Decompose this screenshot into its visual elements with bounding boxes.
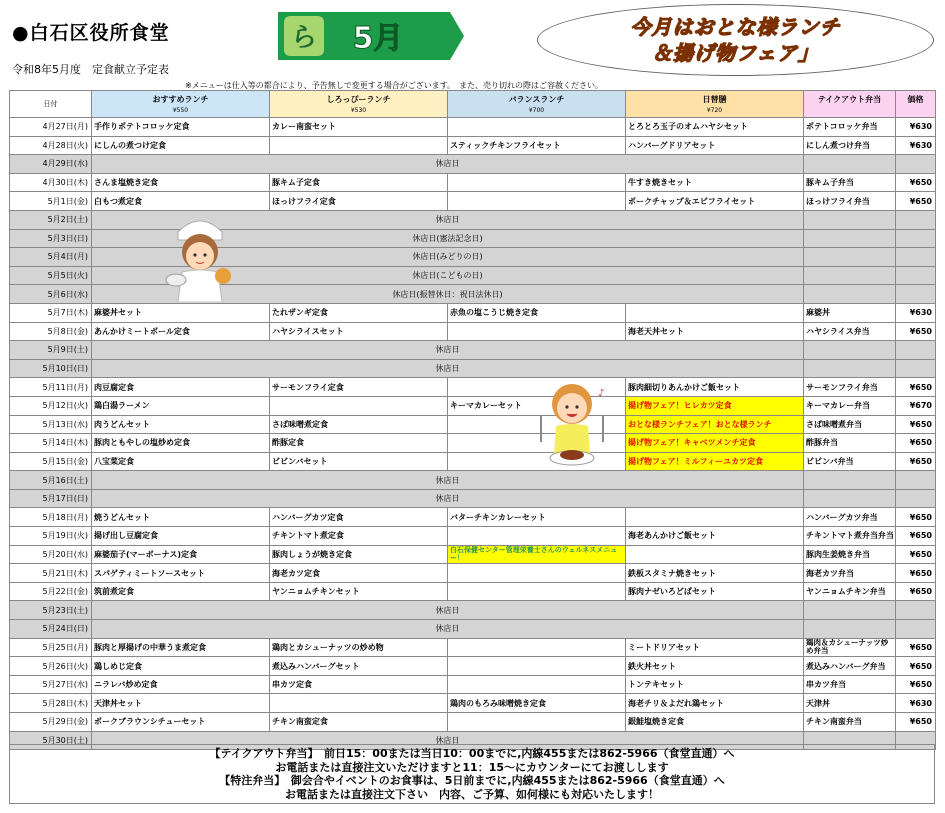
closed-day-cell: 休店日(みどりの日) [92, 248, 804, 267]
column-header [270, 91, 448, 118]
menu-cell: チキントマト煮定食 [270, 527, 448, 546]
row-date: 5月11日(月) [10, 378, 92, 397]
menu-cell: 揚げ物フェア！ミルフィーユカツ定食 [626, 452, 804, 471]
menu-cell: ビビンバセット [270, 452, 448, 471]
menu-cell: 肉うどんセット [92, 415, 270, 434]
menu-cell: にしん煮つけ弁当 [804, 136, 896, 155]
table-row [10, 210, 936, 229]
menu-cell: 豚キム子定食 [270, 173, 448, 192]
row-date: 5月27日(水) [10, 675, 92, 694]
empty-cell [896, 489, 936, 508]
fair-banner [537, 4, 934, 76]
table-row [10, 694, 936, 713]
empty-cell [896, 155, 936, 174]
price-cell: ¥650 [896, 713, 936, 732]
menu-cell: 串カツ定食 [270, 675, 448, 694]
empty-cell [896, 359, 936, 378]
empty-cell [804, 359, 896, 378]
row-date: 5月24日(日) [10, 620, 92, 639]
menu-cell: 鶏肉＆カシューナッツ炒め弁当 [804, 638, 896, 657]
menu-cell: 鶏しめじ定食 [92, 657, 270, 676]
empty-cell [896, 620, 936, 639]
menu-cell: 煮込みハンバーグ弁当 [804, 657, 896, 676]
row-date: 5月25日(月) [10, 638, 92, 657]
price-cell: ¥650 [896, 452, 936, 471]
menu-cell: あんかけミートボール定食 [92, 322, 270, 341]
menu-cell: とろとろ玉子のオムハヤシセット [626, 118, 804, 137]
row-date: 5月9日(土) [10, 341, 92, 360]
empty-cell [804, 285, 896, 304]
row-date: 5月20日(水) [10, 545, 92, 564]
row-date: 5月26日(火) [10, 657, 92, 676]
menu-cell: ヤンニョムチキンセット [270, 582, 448, 601]
menu-cell: チキントマト煮弁当弁当 [804, 527, 896, 546]
column-header [804, 91, 896, 118]
menu-cell: 揚げ物フェア！ヒレカツ定食 [626, 396, 804, 415]
menu-cell: 揚げ出し豆腐定食 [92, 527, 270, 546]
row-date: 4月29日(水) [10, 155, 92, 174]
page-title: ●白石区役所食堂 [12, 22, 170, 44]
menu-cell: 天津丼セット [92, 694, 270, 713]
table-row [10, 675, 936, 694]
column-header-label: テイクアウト弁当 [817, 95, 882, 104]
column-header [896, 91, 936, 118]
table-row [10, 452, 936, 471]
price-cell: ¥650 [896, 564, 936, 583]
menu-cell: たれザンギ定食 [270, 303, 448, 322]
menu-cell: 煮込みハンバーグセット [270, 657, 448, 676]
menu-cell: 鶏肉のもろみ味噌焼き定食 [448, 694, 626, 713]
table-row [10, 359, 936, 378]
row-date: 5月7日(木) [10, 303, 92, 322]
menu-cell: さんま塩焼き定食 [92, 173, 270, 192]
row-date: 5月3日(日) [10, 229, 92, 248]
row-date: 5月10日(日) [10, 359, 92, 378]
row-date: 5月14日(木) [10, 434, 92, 453]
menu-cell: 豚肉と厚揚げの中華うま煮定食 [92, 638, 270, 657]
menu-cell: にしんの煮つけ定食 [92, 136, 270, 155]
menu-table [9, 90, 936, 750]
menu-cell: 豚肉細切りあんかけご飯セット [626, 378, 804, 397]
row-date: 5月18日(月) [10, 508, 92, 527]
menu-cell: さば味噌煮弁当 [804, 415, 896, 434]
menu-cell: ポテトコロッケ弁当 [804, 118, 896, 137]
empty-cell [896, 229, 936, 248]
table-row [10, 173, 936, 192]
table-row [10, 489, 936, 508]
closed-day-cell: 休店日 [92, 155, 804, 174]
price-cell: ¥650 [896, 192, 936, 211]
menu-cell [626, 303, 804, 322]
menu-cell [448, 582, 626, 601]
row-date: 5月30日(土) [10, 731, 92, 750]
row-date: 5月29日(金) [10, 713, 92, 732]
menu-cell: 豚キム子弁当 [804, 173, 896, 192]
order-info-footer [9, 744, 935, 804]
menu-cell [448, 192, 626, 211]
row-date: 4月30日(木) [10, 173, 92, 192]
closed-day-cell: 休店日 [92, 601, 804, 620]
menu-cell: 海老あんかけご飯セット [626, 527, 804, 546]
chef-girl-illustration-icon [160, 210, 240, 302]
price-cell: ¥650 [896, 415, 936, 434]
table-row [10, 713, 936, 732]
menu-cell: ミートドリアセット [626, 638, 804, 657]
price-cell: ¥650 [896, 434, 936, 453]
footer-line-3: 【特注弁当】 御会合やイベントのお食事は、5日前までに,内線455または862-5966（食堂直通）へ [219, 774, 725, 787]
table-row [10, 620, 936, 639]
closed-day-cell: 休店日 [92, 731, 804, 750]
empty-cell [896, 601, 936, 620]
row-date: 5月16日(土) [10, 471, 92, 490]
menu-cell: 海老カツ弁当 [804, 564, 896, 583]
column-header-price: ¥700 [528, 107, 545, 114]
menu-cell [270, 694, 448, 713]
table-row [10, 434, 936, 453]
empty-cell [896, 285, 936, 304]
price-cell: ¥650 [896, 675, 936, 694]
row-date: 5月17日(日) [10, 489, 92, 508]
row-date: 5月21日(木) [10, 564, 92, 583]
table-row [10, 136, 936, 155]
price-cell: ¥630 [896, 118, 936, 137]
empty-cell [804, 266, 896, 285]
price-cell: ¥650 [896, 638, 936, 657]
menu-cell: おとな様ランチフェア！おとな様ランチ [626, 415, 804, 434]
menu-cell: 豚肉しょうが焼き定食 [270, 545, 448, 564]
menu-cell: ハンバーグカツ弁当 [804, 508, 896, 527]
menu-cell: スパゲティミートソースセット [92, 564, 270, 583]
closed-day-cell: 休店日 [92, 341, 804, 360]
column-header-label: 日付 [43, 100, 58, 108]
column-header-price: ¥550 [172, 107, 189, 114]
table-row [10, 582, 936, 601]
column-header-price: ¥720 [706, 107, 723, 114]
month-badge-icon [278, 10, 466, 62]
menu-cell: ヤンニョムチキン弁当 [804, 582, 896, 601]
price-cell: ¥650 [896, 508, 936, 527]
menu-cell [448, 657, 626, 676]
menu-cell: 豚肉ナゼいろどばセット [626, 582, 804, 601]
empty-cell [804, 155, 896, 174]
menu-cell: サーモンフライ定食 [270, 378, 448, 397]
menu-cell [448, 675, 626, 694]
closed-day-cell: 休店日 [92, 471, 804, 490]
table-row [10, 266, 936, 285]
menu-cell: カレー南蛮セット [270, 118, 448, 137]
column-header-label: 日替膳 [702, 95, 727, 104]
empty-cell [896, 248, 936, 267]
table-row [10, 229, 936, 248]
menu-cell: ポークブラウンシチューセット [92, 713, 270, 732]
fair-line-2: ＆揚げ物フェア」 [652, 41, 819, 65]
closed-day-cell: 休店日 [92, 210, 804, 229]
price-cell: ¥650 [896, 322, 936, 341]
column-header [10, 91, 92, 118]
menu-cell: 八宝菜定食 [92, 452, 270, 471]
menu-cell: 白もつ煮定食 [92, 192, 270, 211]
row-date: 5月15日(金) [10, 452, 92, 471]
menu-cell: ポークチャップ＆エビフライセット [626, 192, 804, 211]
price-cell: ¥650 [896, 657, 936, 676]
lunch-girl-illustration-icon [532, 378, 612, 470]
table-row [10, 378, 936, 397]
table-header [10, 91, 936, 118]
table-row [10, 285, 936, 304]
menu-cell: 手作りポテトコロッケ定食 [92, 118, 270, 137]
row-date: 5月28日(木) [10, 694, 92, 713]
empty-cell [896, 471, 936, 490]
table-row [10, 564, 936, 583]
menu-cell: 酢豚弁当 [804, 434, 896, 453]
menu-cell: 鶏肉とカシューナッツの炒め物 [270, 638, 448, 657]
row-date: 5月2日(土) [10, 210, 92, 229]
table-row [10, 657, 936, 676]
column-header [92, 91, 270, 118]
menu-cell: チキン南蛮定食 [270, 713, 448, 732]
price-cell: ¥630 [896, 136, 936, 155]
table-row [10, 396, 936, 415]
month-badge-label: 5月 [352, 21, 404, 56]
price-cell: ¥650 [896, 545, 936, 564]
row-date: 5月13日(水) [10, 415, 92, 434]
column-header-label: 価格 [907, 95, 924, 104]
row-date: 4月28日(火) [10, 136, 92, 155]
menu-cell: ハヤシライス弁当 [804, 322, 896, 341]
empty-cell [896, 341, 936, 360]
empty-cell [804, 229, 896, 248]
column-header [448, 91, 626, 118]
price-cell: ¥630 [896, 303, 936, 322]
row-date: 5月5日(火) [10, 266, 92, 285]
menu-cell: 酢豚定食 [270, 434, 448, 453]
table-row [10, 545, 936, 564]
menu-cell: サーモンフライ弁当 [804, 378, 896, 397]
menu-cell: 豚肉生姜焼き弁当 [804, 545, 896, 564]
closed-day-cell: 休店日 [92, 620, 804, 639]
menu-cell: チキン南蛮弁当 [804, 713, 896, 732]
row-date: 5月6日(水) [10, 285, 92, 304]
table-row [10, 341, 936, 360]
closed-day-cell: 休店日 [92, 489, 804, 508]
menu-cell: 麻婆丼 [804, 303, 896, 322]
menu-cell: 海老チリ＆よだれ鶏セット [626, 694, 804, 713]
menu-cell: さば味噌煮定食 [270, 415, 448, 434]
menu-cell [448, 322, 626, 341]
menu-cell: 赤魚の塩こうじ焼き定食 [448, 303, 626, 322]
closed-day-cell: 休店日 [92, 359, 804, 378]
menu-cell: 銀鮭塩焼き定食 [626, 713, 804, 732]
row-date: 5月1日(金) [10, 192, 92, 211]
table-row [10, 155, 936, 174]
column-header [626, 91, 804, 118]
menu-cell: 海老カツ定食 [270, 564, 448, 583]
table-row [10, 527, 936, 546]
menu-cell [448, 638, 626, 657]
footer-line-1: 【テイクアウト弁当】 前日15：00または当日10：00までに,内線455または862-5966（食堂直通）へ [209, 747, 735, 760]
menu-cell [448, 564, 626, 583]
menu-cell: ハンバーグカツ定食 [270, 508, 448, 527]
menu-cell: 海老天丼セット [626, 322, 804, 341]
menu-cell: 肉豆腐定食 [92, 378, 270, 397]
menu-cell: 豚肉ともやしの塩炒め定食 [92, 434, 270, 453]
menu-cell: ハンバーグドリアセット [626, 136, 804, 155]
table-row [10, 415, 936, 434]
price-cell: ¥630 [896, 694, 936, 713]
menu-cell: 串カツ弁当 [804, 675, 896, 694]
menu-cell [270, 136, 448, 155]
month-badge-glyph: ら [290, 23, 318, 53]
menu-cell: 天津丼 [804, 694, 896, 713]
table-row [10, 601, 936, 620]
menu-cell: 麻婆丼セット [92, 303, 270, 322]
menu-cell: トンテキセット [626, 675, 804, 694]
table-row [10, 192, 936, 211]
menu-cell: 麻婆茄子(マーボーナス)定食 [92, 545, 270, 564]
closed-day-cell: 休店日(憲法記念日) [92, 229, 804, 248]
menu-cell: 筑前煮定食 [92, 582, 270, 601]
footer-line-4: お電話または直接注文下さい 内容、ご予算、如何様にも対応いたします！ [285, 787, 659, 801]
menu-cell [448, 527, 626, 546]
row-date: 4月27日(月) [10, 118, 92, 137]
menu-cell [270, 396, 448, 415]
price-cell: ¥650 [896, 173, 936, 192]
empty-cell [804, 620, 896, 639]
menu-cell: 牛すき焼きセット [626, 173, 804, 192]
row-date: 5月12日(火) [10, 396, 92, 415]
row-date: 5月22日(金) [10, 582, 92, 601]
price-cell: ¥650 [896, 582, 936, 601]
empty-cell [804, 341, 896, 360]
row-date: 5月19日(火) [10, 527, 92, 546]
menu-note: ※メニューは仕入等の都合により、予告無しで変更する場合がございます。 また、売り切れの際はご容赦ください。 [185, 81, 604, 90]
menu-cell: 鶏白湯ラーメン [92, 396, 270, 415]
menu-cell [448, 118, 626, 137]
menu-cell: キーマカレー弁当 [804, 396, 896, 415]
table-row [10, 322, 936, 341]
empty-cell [804, 248, 896, 267]
column-header-label: しろっぴーランチ [326, 95, 391, 104]
menu-cell: ニラレバ炒め定食 [92, 675, 270, 694]
page-subtitle: 令和8年5月度 定食献立予定表 [12, 63, 169, 76]
empty-cell [804, 471, 896, 490]
table-row [10, 508, 936, 527]
price-cell: ¥650 [896, 378, 936, 397]
price-cell: ¥670 [896, 396, 936, 415]
row-date: 5月23日(土) [10, 601, 92, 620]
closed-day-cell: 休店日(振替休日：祝日法休日) [92, 285, 804, 304]
table-row [10, 471, 936, 490]
menu-cell: ほっけフライ定食 [270, 192, 448, 211]
row-date: 5月8日(金) [10, 322, 92, 341]
row-date: 5月4日(月) [10, 248, 92, 267]
empty-cell [804, 601, 896, 620]
menu-cell: キーマカレーセット [448, 396, 626, 415]
menu-cell: 焼うどんセット [92, 508, 270, 527]
menu-cell: ハヤシライスセット [270, 322, 448, 341]
menu-cell: 白石保健センター管理栄養士さんのウェルネスメニュー！ [448, 545, 626, 564]
closed-day-cell: 休店日(こどもの日) [92, 266, 804, 285]
menu-cell: ほっけフライ弁当 [804, 192, 896, 211]
price-cell: ¥650 [896, 527, 936, 546]
empty-cell [896, 266, 936, 285]
svg-text:♪: ♪ [598, 388, 605, 399]
column-header-label: おすすめランチ [152, 95, 209, 104]
table-row [10, 303, 936, 322]
column-header-price: ¥530 [350, 107, 367, 114]
empty-cell [896, 210, 936, 229]
menu-cell [448, 713, 626, 732]
fair-line-1: 今月はおとな様ランチ [630, 15, 841, 39]
table-row [10, 248, 936, 267]
menu-cell: スティックチキンフライセット [448, 136, 626, 155]
footer-line-2: お電話または直接注文いただけますと11：15～にカウンターにてお渡しします [275, 760, 669, 774]
menu-cell [626, 508, 804, 527]
menu-cell: 揚げ物フェア！キャベツメンチ定食 [626, 434, 804, 453]
table-row [10, 638, 936, 657]
empty-cell [804, 489, 896, 508]
empty-cell [804, 210, 896, 229]
table-row [10, 118, 936, 137]
menu-cell: ビビンバ弁当 [804, 452, 896, 471]
menu-cell: 鉄火丼セット [626, 657, 804, 676]
menu-cell: 鉄板スタミナ焼きセット [626, 564, 804, 583]
menu-cell: バターチキンカレーセット [448, 508, 626, 527]
column-header-label: バランスランチ [508, 95, 565, 104]
menu-cell [626, 545, 804, 564]
menu-cell [448, 173, 626, 192]
